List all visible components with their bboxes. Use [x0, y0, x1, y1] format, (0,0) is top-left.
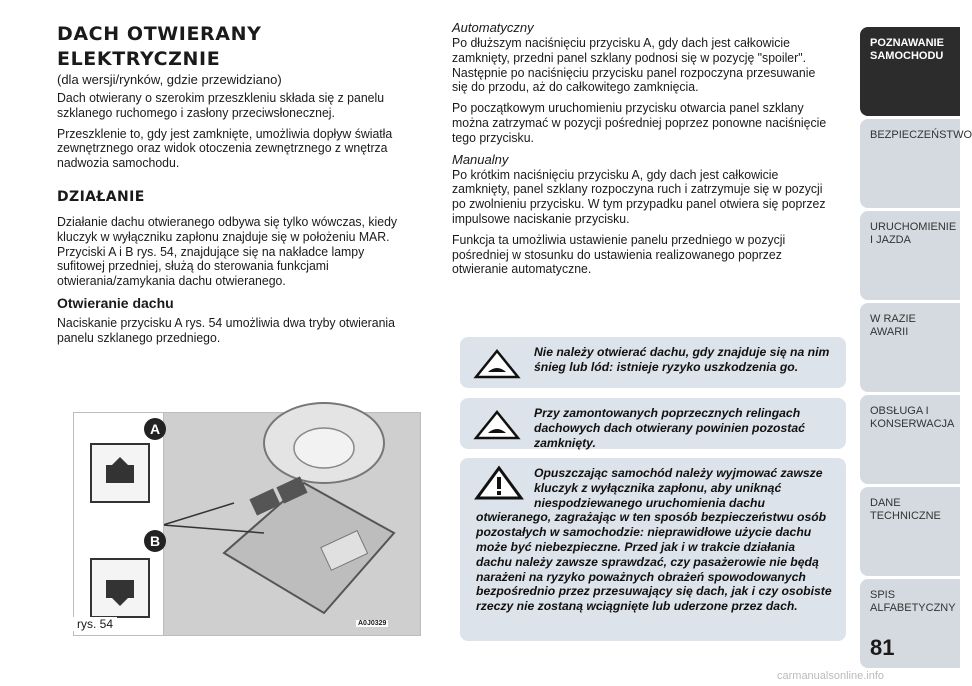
- figure-code: A0J0329: [358, 620, 387, 627]
- warning-text-2: Przy zamontowanych poprzecznych relingach dachowych dach otwierany powinien pozostać zamknięty.: [534, 406, 805, 450]
- right-column: [452, 20, 848, 283]
- car-roof-warning-icon: [474, 410, 520, 440]
- section-title-line1: DACH OTWIERANY: [57, 23, 262, 45]
- auto-paragraph-1: Po dłuższym naciśnięciu przycisku A, gdy dach jest całkowicie zamknięty, przedni panel szklany podnosi się w pozycję "spoiler". Następnie po naciśnięciu przycisku panel rozpoczyna przesuwanie się do przodu, aż do całkowitego zamknięcia.: [452, 35, 816, 95]
- heading-otwieranie: Otwieranie dachu: [57, 294, 174, 311]
- watermark: carmanualsonline.info: [777, 670, 885, 682]
- manual-paragraph-1: Po krótkim naciśnięciu przycisku A, gdy dach jest całkowicie zamknięty, panel szklany rozpoczyna ruch i zatrzymuje się w pozycji po zwolnieniu przycisku. W tym przypadku panel otwiera się poprzez impulsowe naciskanie przycisku.: [452, 166, 826, 226]
- warning-text-1: Nie należy otwierać dachu, gdy znajduje się na nim śnieg lub lód: istnieje ryzyko uszkodzenia go.: [534, 345, 830, 374]
- tab-poznawanie-samochodu[interactable]: [860, 27, 960, 116]
- tab-label: POZNAWANIE SAMOCHODU: [870, 37, 944, 62]
- warning-box-2: [460, 398, 846, 449]
- button-b-icon: [90, 558, 150, 618]
- button-legend-panel: [74, 413, 164, 635]
- tab-label: DANE TECHNICZNE: [870, 497, 941, 522]
- button-a-icon: [90, 443, 150, 503]
- warning-box-1: [460, 337, 846, 388]
- opening-paragraph: Naciskanie przycisku A rys. 54 umożliwia dwa tryby otwierania panelu szklanego przedniego.: [57, 314, 395, 345]
- warning-box-3: [460, 458, 846, 641]
- tab-label: BEZPIECZEŃSTWO: [870, 129, 972, 141]
- intro-paragraph-2: Przeszklenie to, gdy jest zamknięte, umożliwia dopływ światła zewnętrznego oraz widok otoczenia zewnętrznego z wnętrza nadwozia samochodu.: [57, 125, 393, 171]
- tab-uruchomienie-i-jazda[interactable]: [860, 211, 960, 300]
- tab-bezpieczenstwo[interactable]: [860, 119, 972, 208]
- figure-caption: rys. 54: [73, 617, 117, 631]
- car-roof-warning-icon: [474, 349, 520, 379]
- warning-text-3: Opuszczając samochód należy wyjmować zawsze kluczyk z wyłącznika zapłonu, aby uniknąć niespodziewanego uruchomienia dachu otwieranego, zagrażając w ten sposób bezpieczeństwu osób pozostałych w samochodzie: nieprawidłowe użycie dachu może być niebezpieczne. Przed jak i w trakcie działania dachu należy zawsze sprawdzać, czy pasażerowie nie będą narażeni na ryzyko poważnych obrażeń spowodowanych bezpośrednio przez przesuwający się dach, jak i czy osobiste rzeczy nie zostaną wciągnięte lub uderzone przez dach.: [476, 466, 832, 614]
- auto-paragraph-2: Po początkowym uruchomieniu przycisku otwarcia panel szklany można zatrzymać w pozycji pośredniej poprzez ponowne naciśnięcie tego przycisku.: [452, 100, 827, 145]
- operation-paragraph: Działanie dachu otwieranego odbywa się tylko wówczas, kiedy kluczyk w wyłączniku zapłonu znajduje się w położeniu MAR. Przyciski A i B rys. 54, znajdujące się na nakładce lampy sufitowej przedniej, służą do sterowania funkcjami otwierania/zamykania dachu otwieranego.: [57, 213, 398, 289]
- tab-label: SPIS ALFABETYCZNY: [870, 589, 956, 614]
- label-a-badge: A: [144, 418, 166, 440]
- left-column: [57, 20, 420, 352]
- tab-label: W RAZIE AWARII: [870, 313, 916, 338]
- tab-label: URUCHOMIENIE I JAZDA: [870, 221, 957, 246]
- figure-54: [73, 412, 421, 636]
- heading-automatyczny: Automatyczny: [452, 20, 534, 35]
- tab-w-razie-awarii[interactable]: [860, 303, 960, 392]
- section-title-line2: ELEKTRYCZNIE: [57, 48, 221, 70]
- tab-label: OBSŁUGA I KONSERWACJA: [870, 405, 955, 430]
- page-number: 81: [870, 635, 895, 660]
- heading-manualny: Manualny: [452, 151, 509, 167]
- section-subtitle: (dla wersji/rynków, gdzie przewidziano): [57, 72, 282, 87]
- tab-obsluga-i-konserwacja[interactable]: [860, 395, 960, 484]
- heading-dzialanie: DZIAŁANIE: [57, 188, 145, 205]
- exclamation-warning-icon: [476, 466, 534, 500]
- label-b-badge: B: [144, 530, 166, 552]
- intro-paragraph-1: Dach otwierany o szerokim przeszkleniu składa się z panelu szklanego ruchomego i zasłony przeciwsłonecznej.: [57, 90, 385, 120]
- tab-dane-techniczne[interactable]: [860, 487, 960, 576]
- manual-paragraph-2: Funkcja ta umożliwia ustawienie panelu przedniego w pozycji pośredniej w stosunku do ustawienia realizowanego poprzez otwieranie automatyczne.: [452, 231, 786, 277]
